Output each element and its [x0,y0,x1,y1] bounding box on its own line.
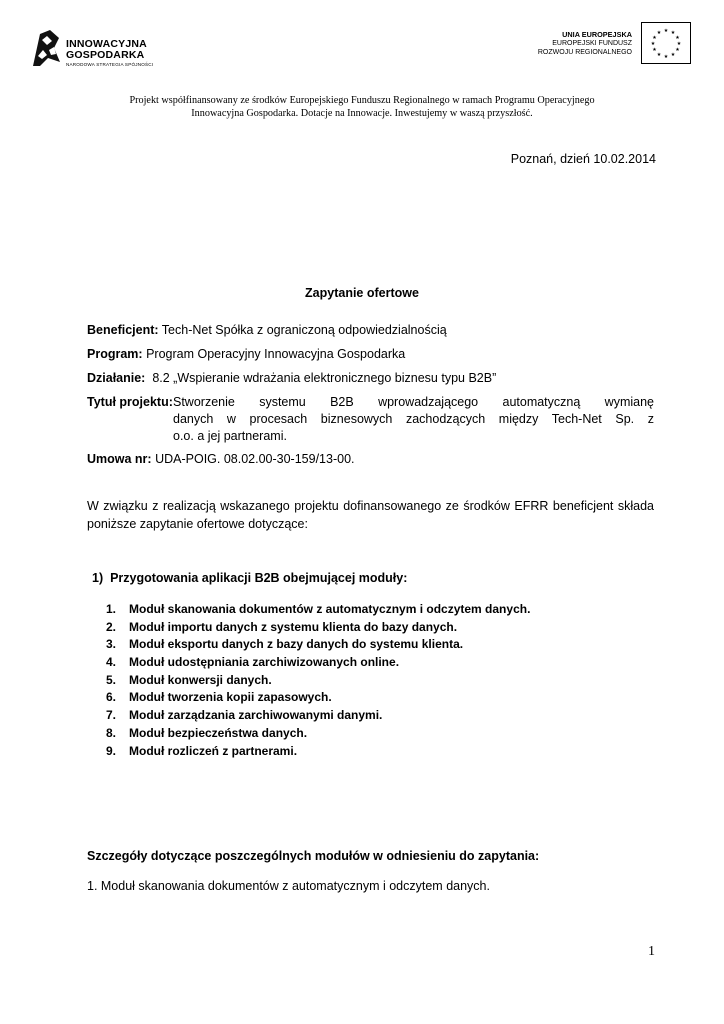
cofinancing-line1: Projekt współfinansowany ze środków Europejskiego Funduszu Regionalnego w ramach Programu Operacyjnego [129,95,595,106]
contract-row [87,451,654,468]
action-label: Działanie: [87,371,146,385]
svg-text:★: ★ [663,28,669,34]
program-label: Program: [87,347,143,361]
svg-text:★: ★ [652,47,657,53]
svg-text:★: ★ [652,35,657,41]
list-item: 4. Moduł udostępniania zarchiwizowanych online. [106,655,400,670]
project-value-line2: danych w procesach biznesowych zachodzących między Tech-Net Sp. z [173,412,654,426]
cofinancing-line2: Innowacyjna Gospodarka. Dotacje na Innowacje. Inwestujemy w waszą przyszłość. [191,108,533,119]
list-item: 1. Moduł skanowania dokumentów z automatycznym i odczytem danych. [106,602,531,616]
ig-logo-line1: INNOWACYJNA [66,38,147,50]
list-item: 3. Moduł eksportu danych z bazy danych do systemu klienta. [106,637,464,652]
cofinancing-note [60,94,664,120]
section1-number: 1) [92,571,104,585]
page-number: 1 [648,944,655,959]
svg-text:★: ★ [675,35,680,41]
intro-paragraph: W związku z realizacją wskazanego projektu dofinansowanego ze środków EFRR beneficjent składa poniższe zapytanie ofertowe dotyczące: [87,499,654,531]
eu-logo-line3: ROZWOJU REGIONALNEGO [537,49,632,56]
section1-heading [92,571,407,585]
list-item: 8. Moduł bezpieczeństwa danych. [106,725,308,740]
list-item: 9. Moduł rozliczeń z partnerami. [106,743,298,758]
project-label: Tytuł projektu: [87,395,173,409]
svg-text:★: ★ [670,30,676,36]
list-item: 5. Moduł konwersji danych. [106,672,272,687]
project-value-line3: o.o. a jej partnerami. [173,429,287,443]
ig-logo-subtitle: NARODOWA STRATEGIA SPÓJNOŚCI [66,62,154,67]
list-item: 6. Moduł tworzenia kopii zapasowych. [106,690,332,705]
action-value: 8.2 „Wspieranie wdrażania elektronicznego biznesu typu B2B” [152,371,497,385]
eu-flag-icon [641,22,691,64]
program-row [87,346,654,363]
detail-item-1: 1. Moduł skanowania dokumentów z automatycznym i odczytem danych. [87,879,490,893]
details-heading: Szczegóły dotyczące poszczególnych modułów w odniesieniu do zapytania: [87,849,540,863]
svg-text:★: ★ [663,54,669,60]
svg-text:★: ★ [656,52,662,58]
beneficiary-row [87,322,654,339]
eu-logo-text [538,30,632,57]
svg-text:★: ★ [656,30,662,36]
eu-logo-line1: UNIA EUROPEJSKA [562,30,632,39]
eu-logo-line2: EUROPEJSKI FUNDUSZ [552,40,632,47]
svg-text:★: ★ [650,41,656,47]
modules-list [106,601,530,760]
svg-text:★: ★ [676,41,682,47]
date-line: Poznań, dzień 10.02.2014 [510,152,656,166]
program-value: Program Operacyjny Innowacyjna Gospodarka [146,347,406,361]
beneficiary-label: Beneficjent: [87,323,159,337]
svg-text:★: ★ [670,52,676,58]
contract-label: Umowa nr: [87,452,152,466]
section1-text: Przygotowania aplikacji B2B obejmującej moduły: [110,571,408,585]
innowacyjna-gospodarka-logo [30,28,160,72]
ig-logo-line2: GOSPODARKA [66,49,145,61]
ig-emblem-icon [30,28,64,68]
action-row [87,370,654,387]
document-title: Zapytanie ofertowe [305,286,419,300]
project-value-line1: Stworzenie systemu B2B wprowadzającego automatyczną wymianę [173,395,654,409]
contract-value: UDA-POIG. 08.02.00-30-159/13-00. [155,452,355,466]
svg-text:★: ★ [675,47,680,53]
list-item: 7. Moduł zarządzania zarchiwowanymi danymi. [106,708,383,723]
list-item: 2. Moduł importu danych z systemu klienta do bazy danych. [106,619,458,634]
beneficiary-value: Tech-Net Spółka z ograniczoną odpowiedzialnością [161,323,447,337]
